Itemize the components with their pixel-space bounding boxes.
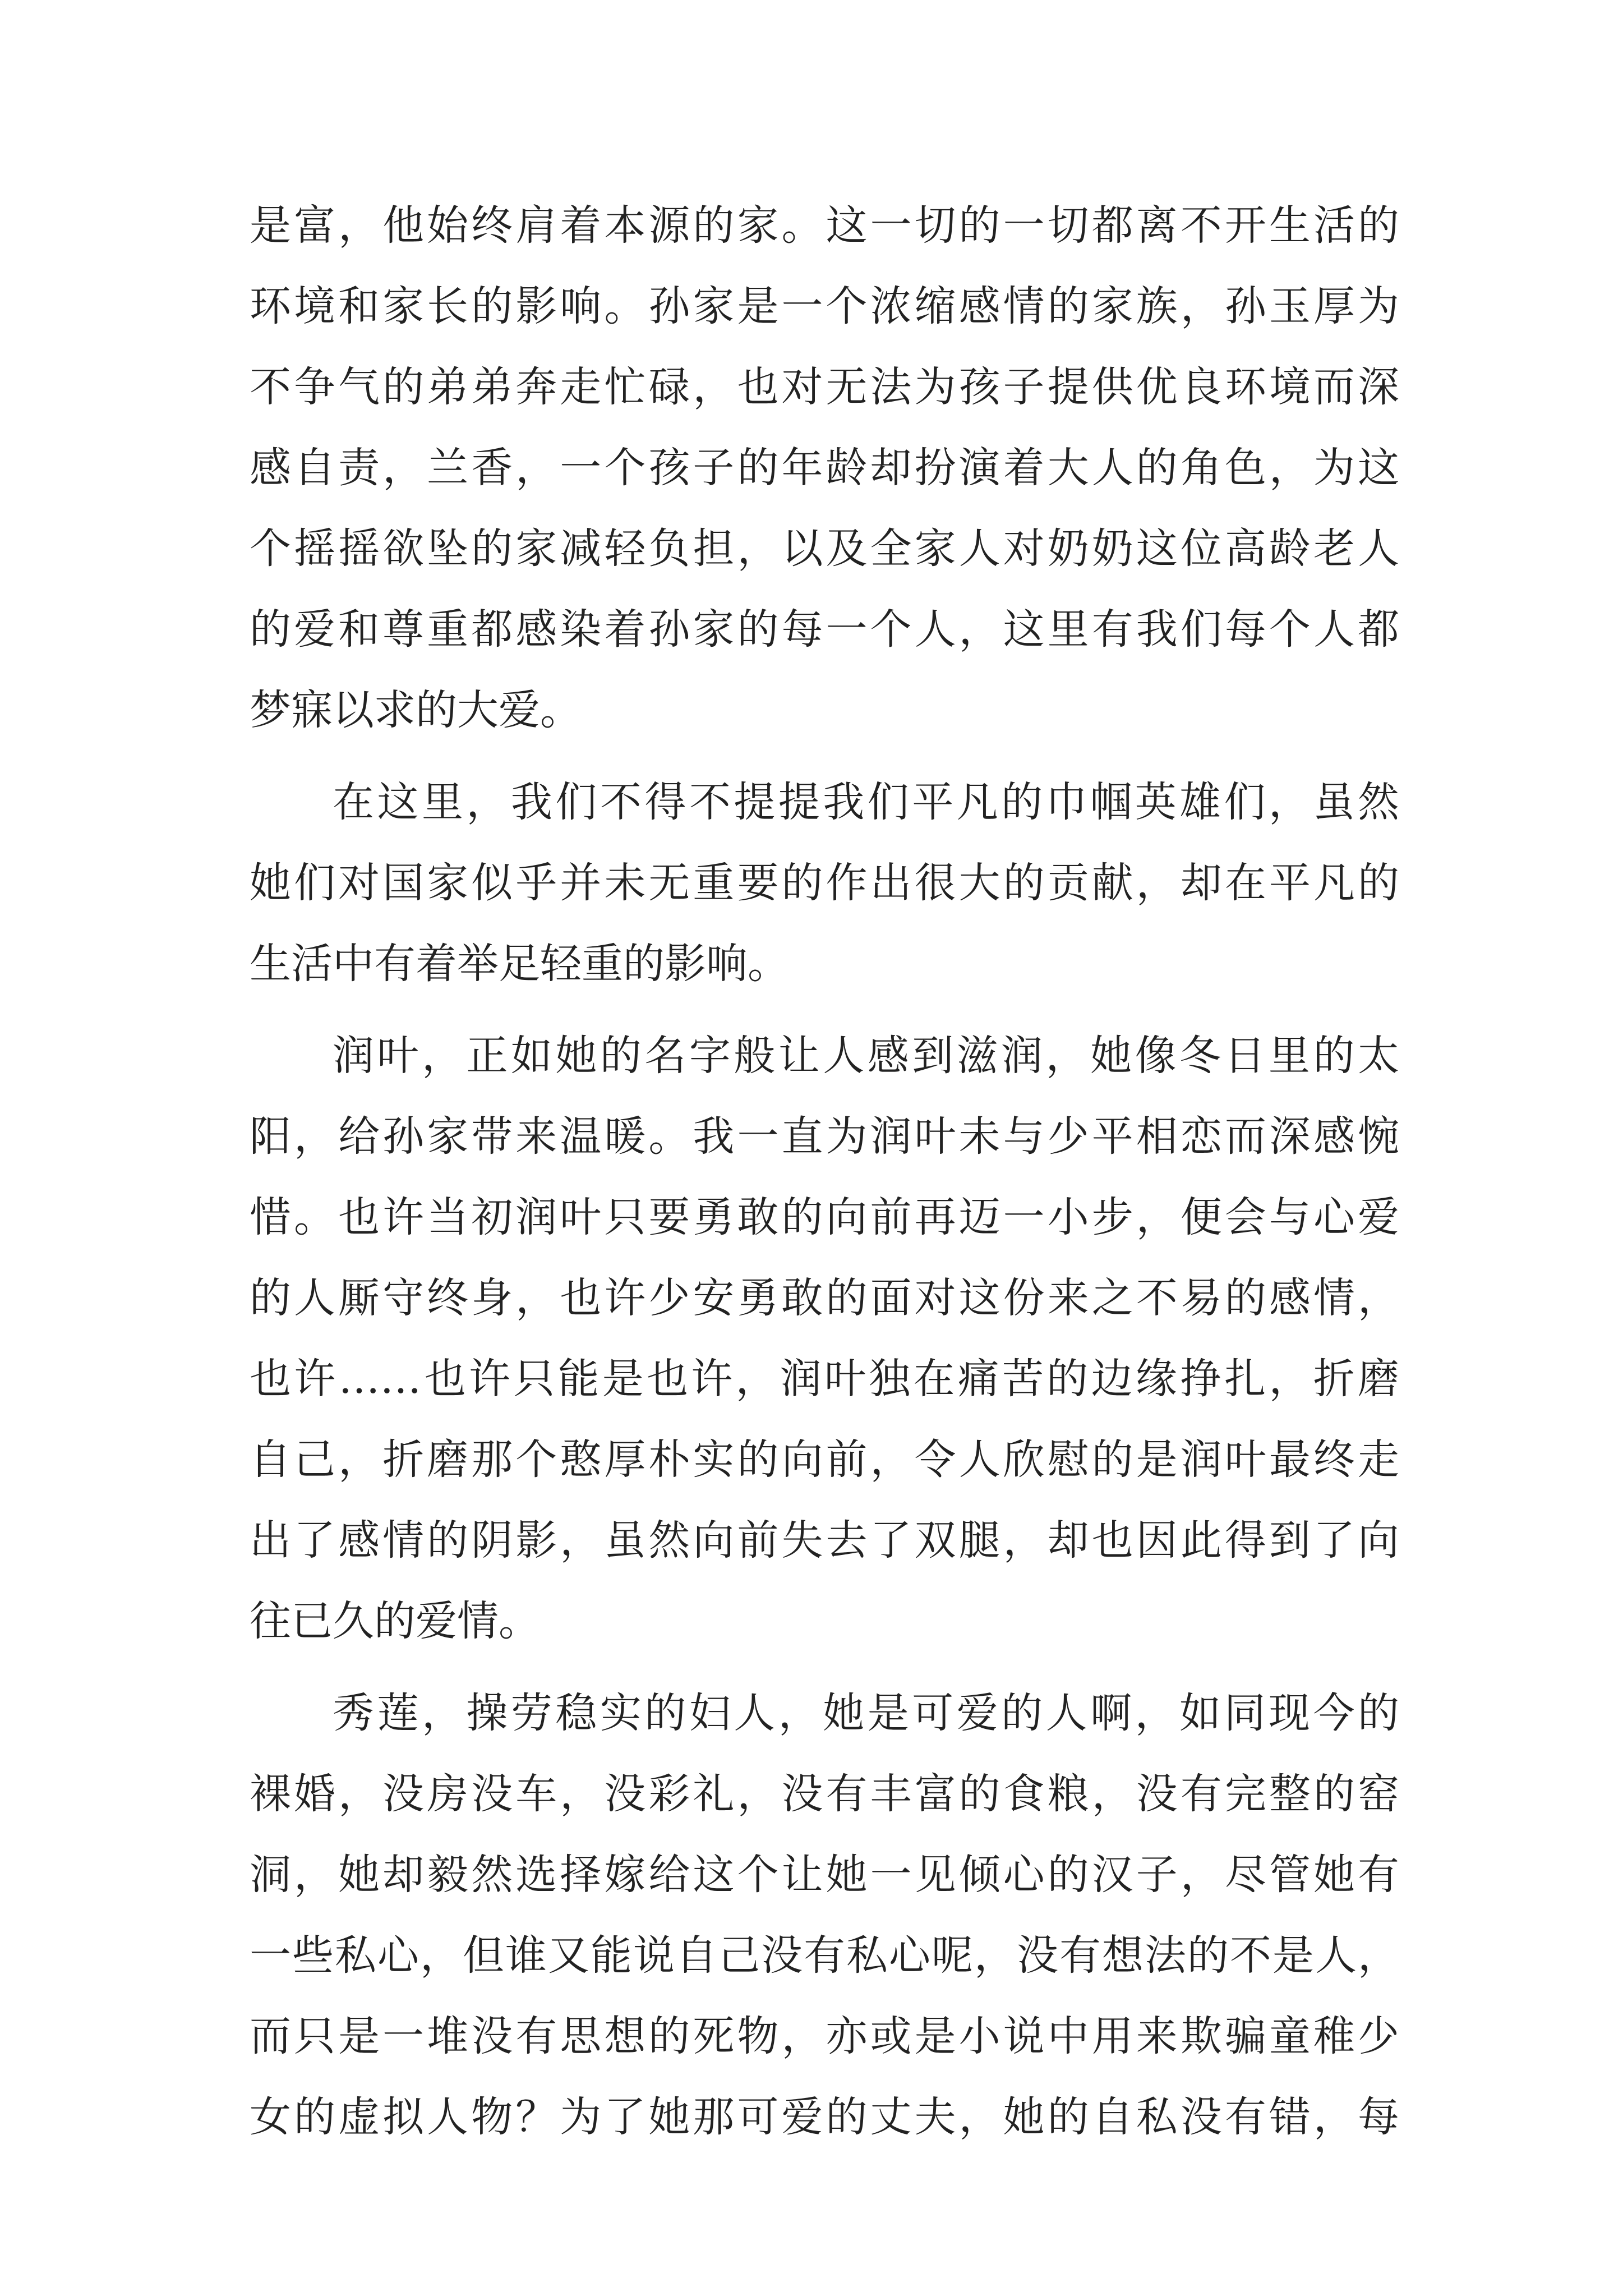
text-line: 而只是一堆没有思想的死物，亦或是小说中用来欺骗童稚少 <box>250 2012 1399 2060</box>
text-line: 的爱和尊重都感染着孙家的每一个人，这里有我们每个人都 <box>250 605 1399 654</box>
text-line: 洞，她却毅然选择嫁给这个让她一见倾心的汉子，尽管她有 <box>250 1851 1399 1899</box>
text-line: 往已久的爱情。 <box>250 1597 540 1645</box>
text-line: 也许……也许只能是也许，润叶独在痛苦的边缘挣扎，折磨 <box>250 1355 1399 1403</box>
text-line: 不争气的弟弟奔走忙碌，也对无法为孩子提供优良环境而深 <box>250 363 1399 411</box>
paragraph-4 <box>250 1673 1399 2157</box>
text-line: 感自责，兰香，一个孩子的年龄却扮演着大人的角色，为这 <box>250 444 1399 492</box>
document-body <box>250 185 1399 2157</box>
text-line: 秀莲，操劳稳实的妇人，她是可爱的人啊，如同现今的 <box>333 1689 1399 1737</box>
text-line: 她们对国家似乎并未无重要的作出很大的贡献，却在平凡的 <box>250 859 1399 907</box>
text-line: 梦寐以求的大爱。 <box>250 686 582 734</box>
paragraph-2 <box>250 762 1399 1004</box>
paragraph-gap <box>250 1004 1399 1015</box>
text-line: 的人厮守终身，也许少安勇敢的面对这份来之不易的感情， <box>250 1274 1399 1322</box>
text-line: 生活中有着举足轻重的影响。 <box>250 940 789 988</box>
paragraph-1 <box>250 185 1399 751</box>
text-line: 一些私心，但谁又能说自己没有私心呢，没有想法的不是人， <box>250 1931 1399 1980</box>
text-line: 是富，他始终肩着本源的家。这一切的一切都离不开生活的 <box>250 201 1399 250</box>
paragraph-gap <box>250 1662 1399 1673</box>
text-line: 惜。也许当初润叶只要勇敢的向前再迈一小步，便会与心爱 <box>250 1193 1399 1241</box>
text-line: 女的虚拟人物？为了她那可爱的丈夫，她的自私没有错，每 <box>250 2093 1399 2141</box>
text-line: 个摇摇欲坠的家减轻负担，以及全家人对奶奶这位高龄老人 <box>250 524 1399 573</box>
text-line: 阳，给孙家带来温暖。我一直为润叶未与少平相恋而深感惋 <box>250 1112 1399 1161</box>
text-line: 环境和家长的影响。孙家是一个浓缩感情的家族，孙玉厚为 <box>250 282 1399 330</box>
text-line: 自己，折磨那个憨厚朴实的向前，令人欣慰的是润叶最终走 <box>250 1435 1399 1484</box>
text-line: 出了感情的阴影，虽然向前失去了双腿，却也因此得到了向 <box>250 1516 1399 1565</box>
text-line: 裸婚，没房没车，没彩礼，没有丰富的食粮，没有完整的窑 <box>250 1770 1399 1818</box>
text-line: 在这里，我们不得不提提我们平凡的巾帼英雄们，虽然 <box>333 778 1399 826</box>
paragraph-gap <box>250 751 1399 762</box>
text-line: 润叶，正如她的名字般让人感到滋润，她像冬日里的太 <box>333 1032 1399 1080</box>
paragraph-3 <box>250 1015 1399 1662</box>
